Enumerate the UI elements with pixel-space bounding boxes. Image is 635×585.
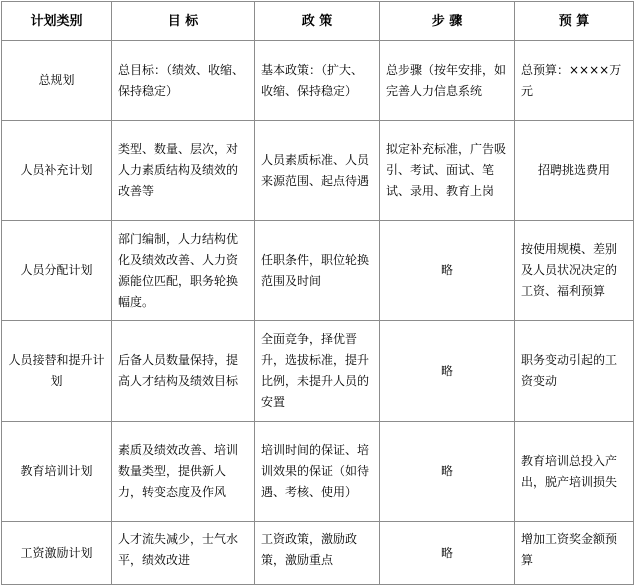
header-goal: 目 标 xyxy=(112,2,255,41)
cell-budget: 教育培训总投入产出，脱产培训损失 xyxy=(515,422,634,522)
cell-steps: 略 xyxy=(380,522,515,585)
cell-budget: 按使用规模、差别及人员状况决定的工资、福利预算 xyxy=(515,221,634,321)
cell-goal: 素质及绩效改善、培训数量类型，提供新人力，转变态度及作风 xyxy=(112,422,255,522)
cell-policy: 全面竞争，择优晋升，选拔标准，提升比例，未提升人员的安置 xyxy=(255,321,380,422)
header-row xyxy=(2,2,634,41)
table-row xyxy=(2,321,634,422)
table-row xyxy=(2,121,634,221)
header-budget: 预 算 xyxy=(515,2,634,41)
table-row xyxy=(2,522,634,585)
cell-policy: 工资政策，激励政策，激励重点 xyxy=(255,522,380,585)
cell-steps: 略 xyxy=(380,321,515,422)
cell-goal: 总目标：（绩效、收缩、保持稳定） xyxy=(112,41,255,121)
cell-category: 人员分配计划 xyxy=(2,221,112,321)
cell-steps: 拟定补充标准，广告吸引、考试、面试、笔试、录用、教育上岗 xyxy=(380,121,515,221)
cell-policy: 基本政策：（扩大、收缩、保持稳定） xyxy=(255,41,380,121)
cell-steps: 总步骤（按年安排，如完善人力信息系统 xyxy=(380,41,515,121)
table-row xyxy=(2,221,634,321)
cell-goal: 类型、数量、层次，对人力素质结构及绩效的改善等 xyxy=(112,121,255,221)
cell-goal: 人才流失减少，士气水平，绩效改进 xyxy=(112,522,255,585)
cell-category: 教育培训计划 xyxy=(2,422,112,522)
cell-budget: 总预算：××××万元 xyxy=(515,41,634,121)
header-category: 计划类别 xyxy=(2,2,112,41)
cell-budget: 增加工资奖金额预算 xyxy=(515,522,634,585)
cell-policy: 任职条件，职位轮换范围及时间 xyxy=(255,221,380,321)
table-row xyxy=(2,422,634,522)
cell-policy: 人员素质标准、人员来源范围、起点待遇 xyxy=(255,121,380,221)
cell-goal: 后备人员数量保持，提高人才结构及绩效目标 xyxy=(112,321,255,422)
cell-category: 总规划 xyxy=(2,41,112,121)
cell-steps: 略 xyxy=(380,221,515,321)
cell-steps: 略 xyxy=(380,422,515,522)
cell-category: 人员补充计划 xyxy=(2,121,112,221)
cell-goal: 部门编制，人力结构优化及绩效改善、人力资源能位匹配，职务轮换幅度。 xyxy=(112,221,255,321)
header-steps: 步 骤 xyxy=(380,2,515,41)
cell-budget: 招聘挑选费用 xyxy=(515,121,634,221)
cell-policy: 培训时间的保证、培训效果的保证（如待遇、考核、使用） xyxy=(255,422,380,522)
table-row xyxy=(2,41,634,121)
plan-table xyxy=(1,1,634,585)
cell-category: 人员接替和提升计划 xyxy=(2,321,112,422)
header-policy: 政 策 xyxy=(255,2,380,41)
cell-category: 工资激励计划 xyxy=(2,522,112,585)
cell-budget: 职务变动引起的工资变动 xyxy=(515,321,634,422)
